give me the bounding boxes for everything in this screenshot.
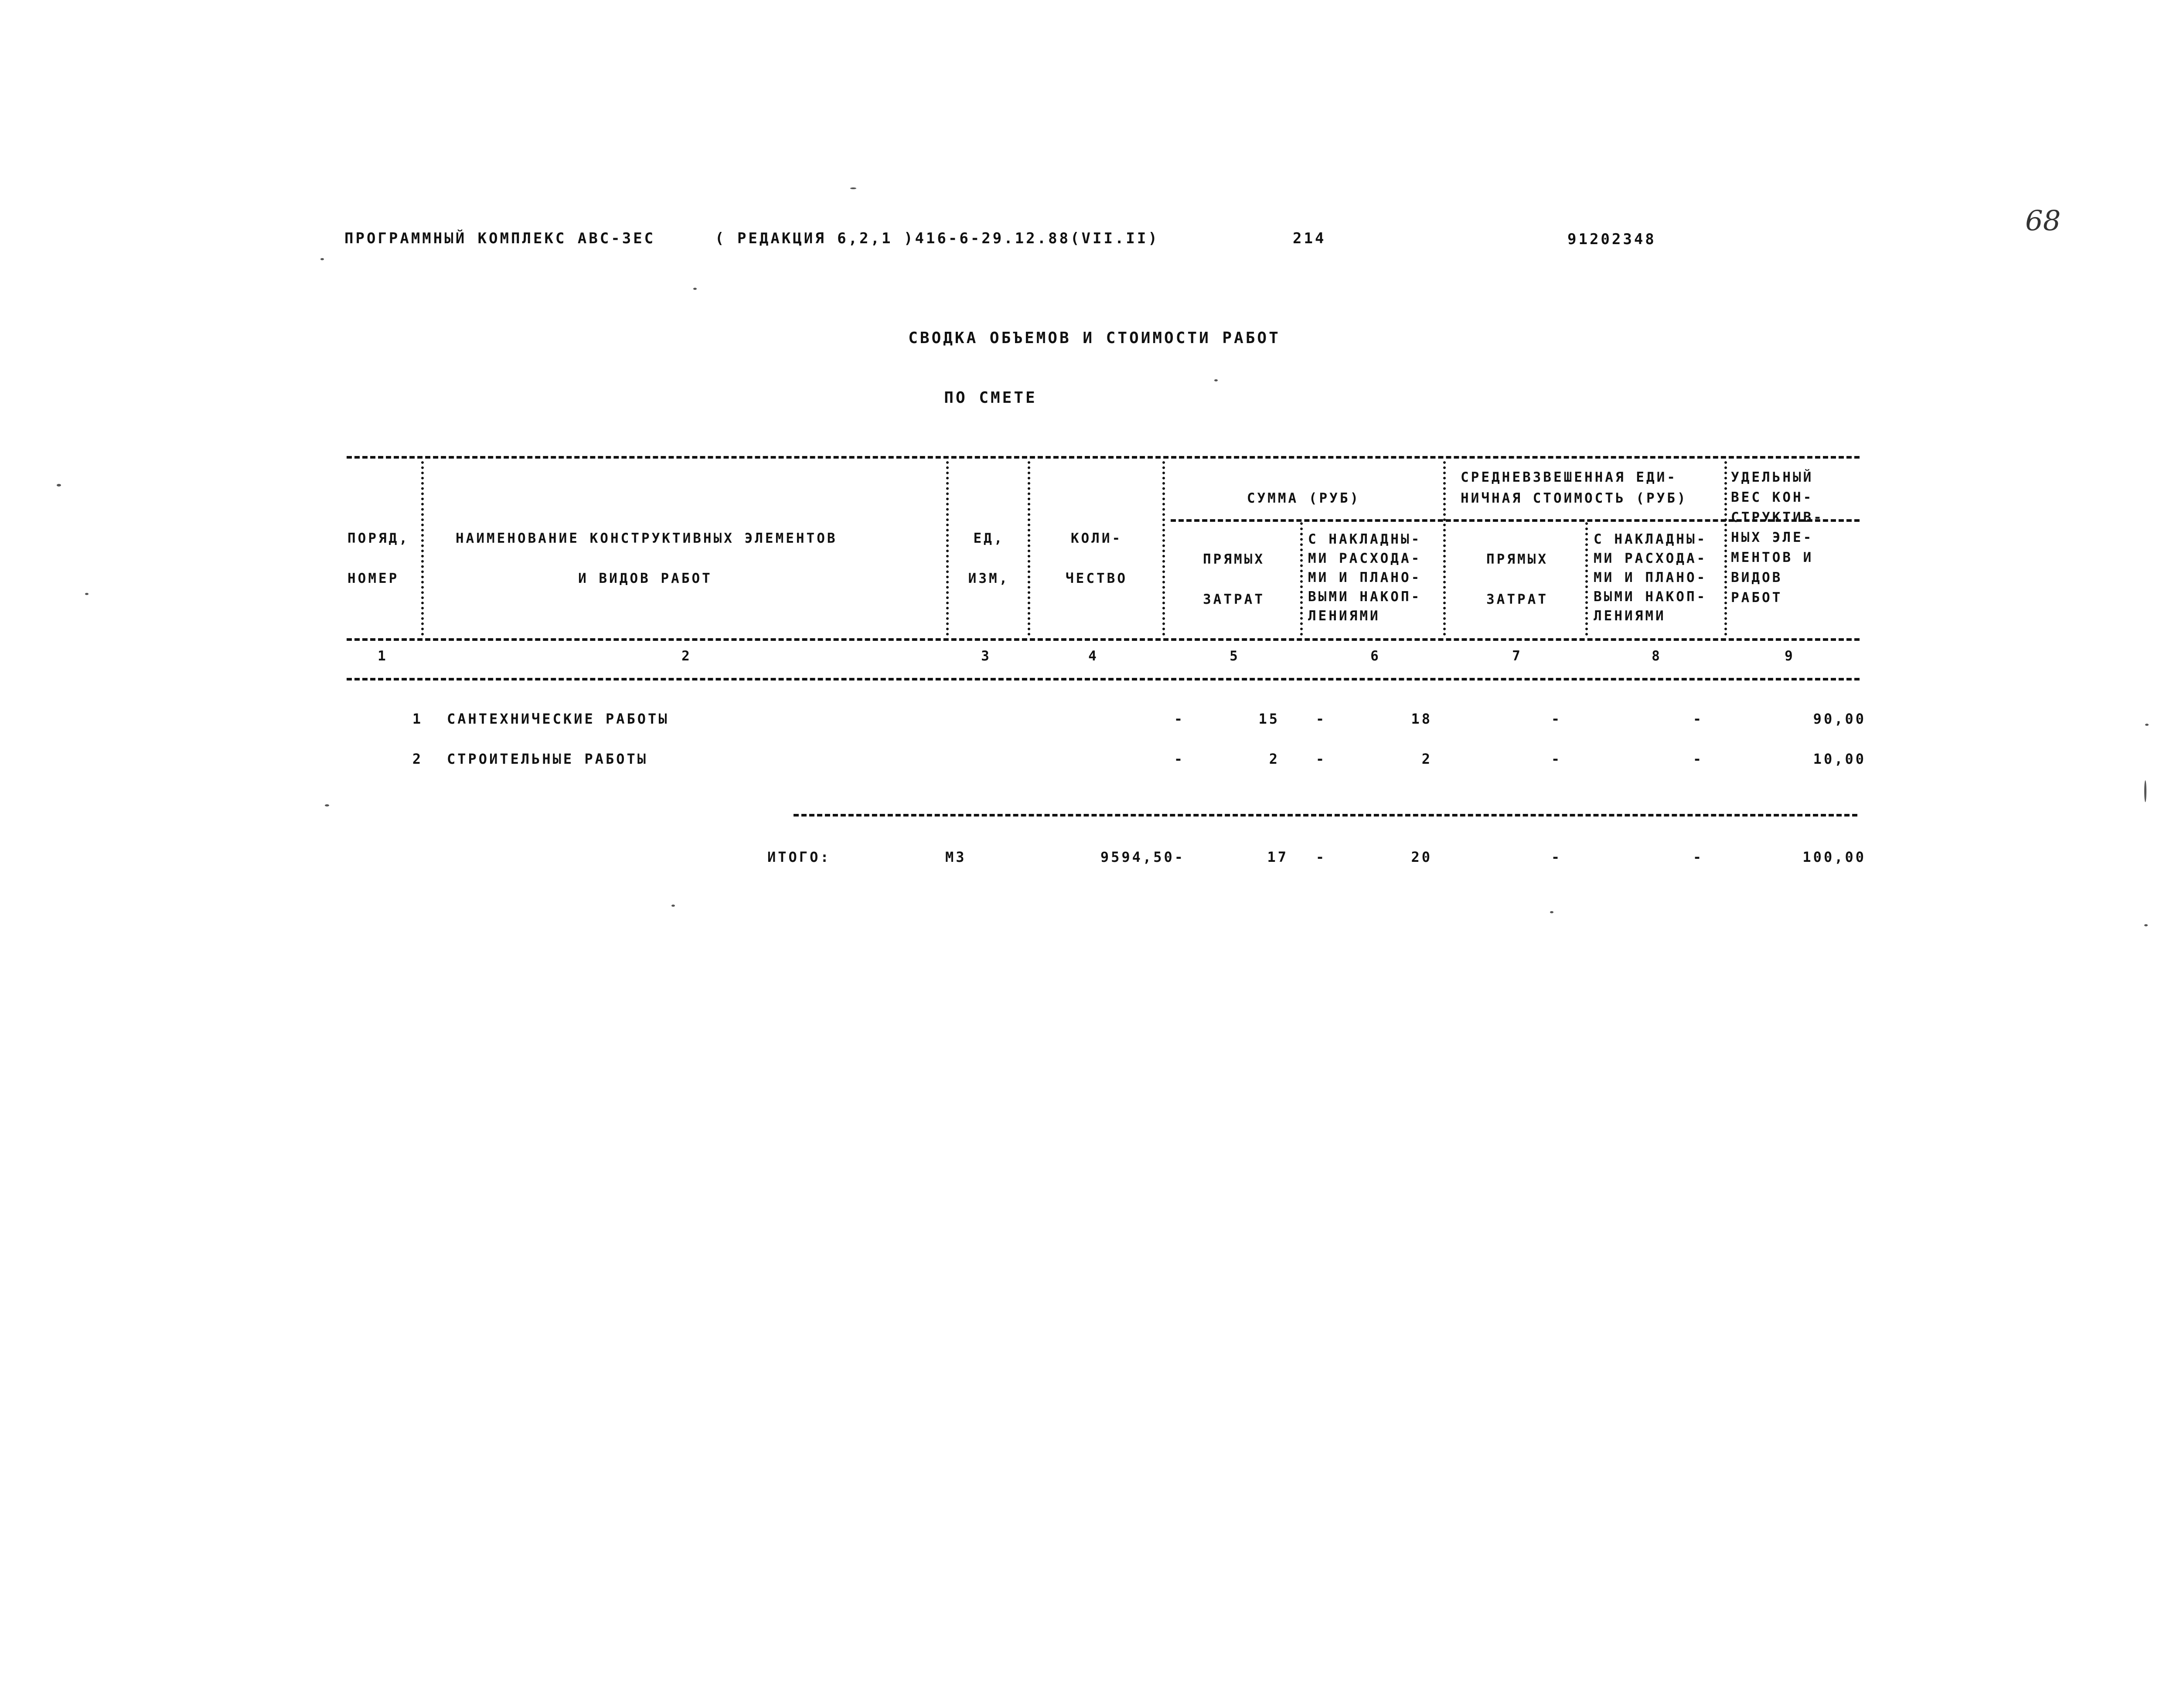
scan-speck (1214, 379, 1218, 381)
header-group-sum: СУММА (РУБ) (1247, 490, 1361, 506)
program-name: ПРОГРАММНЫЙ КОМПЛЕКС АВС-3ЕС (344, 230, 656, 247)
header-share-line7: РАБОТ (1731, 590, 1783, 606)
col-sep-2 (946, 461, 949, 636)
header-quantity-line2: ЧЕСТВО (1066, 571, 1127, 586)
header-direct-costs-line2: ЗАТРАТ (1203, 592, 1265, 607)
row-avg-overhead: - (1693, 751, 1704, 767)
column-number-2: 2 (681, 648, 692, 664)
header-avg-overhead-line1: С НАКЛАДНЫ- (1594, 531, 1707, 547)
row-quantity: - (1174, 711, 1185, 727)
header-avg-direct-line1: ПРЯМЫХ (1486, 551, 1548, 567)
row-avg-direct: - (1551, 711, 1562, 727)
header-overhead-line2: МИ РАСХОДА- (1308, 551, 1422, 566)
header-avg-overhead-line4: ВЫМИ НАКОП- (1594, 589, 1707, 605)
row-number: 1 (412, 711, 423, 727)
scan-speck (671, 905, 675, 907)
header-share-line1: УДЕЛЬНЫЙ (1731, 470, 1814, 485)
row-with-overhead: 2 (1421, 751, 1432, 767)
total-avg-overhead: - (1693, 849, 1704, 865)
total-unit: М3 (945, 849, 967, 865)
header-element-name-line1: НАИМЕНОВАНИЕ КОНСТРУКТИВНЫХ ЭЛЕМЕНТОВ (456, 531, 838, 546)
header-overhead-line4: ВЫМИ НАКОП- (1308, 589, 1422, 605)
row-direct-marker: - (1315, 751, 1327, 767)
header-unit-line1: ЕД, (973, 531, 1005, 546)
report-title: СВОДКА ОБЪЕМОВ И СТОИМОСТИ РАБОТ (908, 329, 1281, 347)
scan-speck (850, 187, 856, 189)
scan-speck (2144, 924, 2148, 926)
header-unit-line2: ИЗМ, (968, 571, 1010, 586)
header-share-line4: НЫХ ЭЛЕ- (1731, 530, 1814, 545)
header-avg-direct-line2: ЗАТРАТ (1486, 592, 1548, 607)
row-avg-direct: - (1551, 751, 1562, 767)
page-number: 214 (1293, 230, 1326, 247)
column-number-3: 3 (981, 648, 991, 664)
scan-speck (1550, 911, 1553, 913)
header-direct-costs-line1: ПРЯМЫХ (1203, 551, 1265, 567)
scan-speck (325, 804, 329, 806)
header-order-number-line2: НОМЕР (347, 571, 399, 586)
header-group-average-line1: СРЕДНЕВЗВЕШЕННАЯ ЕДИ- (1461, 470, 1677, 485)
report-subtitle: ПО СМЕТЕ (944, 389, 1037, 407)
total-separator-rule (794, 814, 1857, 817)
table-top-rule (347, 456, 1860, 459)
row-quantity: - (1174, 751, 1185, 767)
column-numbers-rule (347, 678, 1860, 680)
column-number-6: 6 (1370, 648, 1381, 664)
header-order-number-line1: ПОРЯД, (347, 531, 409, 546)
column-number-7: 7 (1512, 648, 1523, 664)
row-avg-overhead: - (1693, 711, 1704, 727)
column-number-9: 9 (1785, 648, 1795, 664)
header-share-line2: ВЕС КОН- (1731, 490, 1814, 505)
col-sep-7 (1585, 522, 1588, 636)
total-label: ИТОГО: (767, 849, 831, 865)
header-overhead-line3: МИ И ПЛАНО- (1308, 570, 1422, 585)
row-number: 2 (412, 751, 423, 767)
col-sep-group (1443, 461, 1446, 636)
row-name: САНТЕХНИЧЕСКИЕ РАБОТЫ (447, 711, 669, 727)
header-group-average-line2: НИЧНАЯ СТОИМОСТЬ (РУБ) (1461, 490, 1688, 506)
header-avg-overhead-line2: МИ РАСХОДА- (1594, 551, 1707, 566)
row-direct-costs: 2 (1269, 751, 1280, 767)
edition-info: ( РЕДАКЦИЯ 6,2,1 )416-6-29.12.88(VII.II) (715, 230, 1159, 247)
total-direct-costs: 17 (1267, 849, 1288, 865)
header-bottom-rule (347, 638, 1860, 641)
col-sep-3 (1028, 461, 1030, 636)
row-with-overhead: 18 (1411, 711, 1432, 727)
row-name: СТРОИТЕЛЬНЫЕ РАБОТЫ (447, 751, 648, 767)
scan-speck (57, 484, 61, 487)
handwritten-page-note: 68 (2025, 205, 2061, 237)
row-direct-costs: 15 (1258, 711, 1280, 727)
header-overhead-line1: С НАКЛАДНЫ- (1308, 531, 1422, 547)
total-direct-marker: - (1315, 849, 1327, 865)
row-direct-marker: - (1315, 711, 1327, 727)
header-share-line3: СТРУКТИВ- (1731, 510, 1824, 525)
total-quantity: 9594,50- (1100, 849, 1185, 865)
row-share: 90,00 (1813, 711, 1866, 727)
scan-speck (85, 593, 89, 595)
total-avg-direct: - (1551, 849, 1562, 865)
header-overhead-line5: ЛЕНИЯМИ (1308, 608, 1380, 624)
header-quantity-line1: КОЛИ- (1070, 531, 1123, 546)
scan-speck (2145, 724, 2149, 726)
row-share: 10,00 (1813, 751, 1866, 767)
col-sep-8 (1724, 461, 1727, 636)
total-share: 100,00 (1802, 849, 1866, 865)
scan-speck (2144, 780, 2146, 802)
header-avg-overhead-line5: ЛЕНИЯМИ (1594, 608, 1666, 624)
column-number-5: 5 (1230, 648, 1240, 664)
total-with-overhead: 20 (1411, 849, 1432, 865)
col-sep-5 (1300, 522, 1303, 636)
header-share-line5: МЕНТОВ И (1731, 550, 1814, 565)
scan-speck (693, 288, 697, 290)
header-avg-overhead-line3: МИ И ПЛАНО- (1594, 570, 1707, 585)
column-number-8: 8 (1652, 648, 1662, 664)
scan-speck (320, 258, 324, 260)
col-sep-1 (421, 461, 424, 636)
column-number-4: 4 (1088, 648, 1099, 664)
col-sep-4 (1162, 461, 1165, 636)
document-code: 91202348 (1567, 231, 1656, 248)
header-share-line6: ВИДОВ (1731, 570, 1783, 585)
header-element-name-line2: И ВИДОВ РАБОТ (578, 571, 712, 586)
column-number-1: 1 (378, 648, 388, 664)
